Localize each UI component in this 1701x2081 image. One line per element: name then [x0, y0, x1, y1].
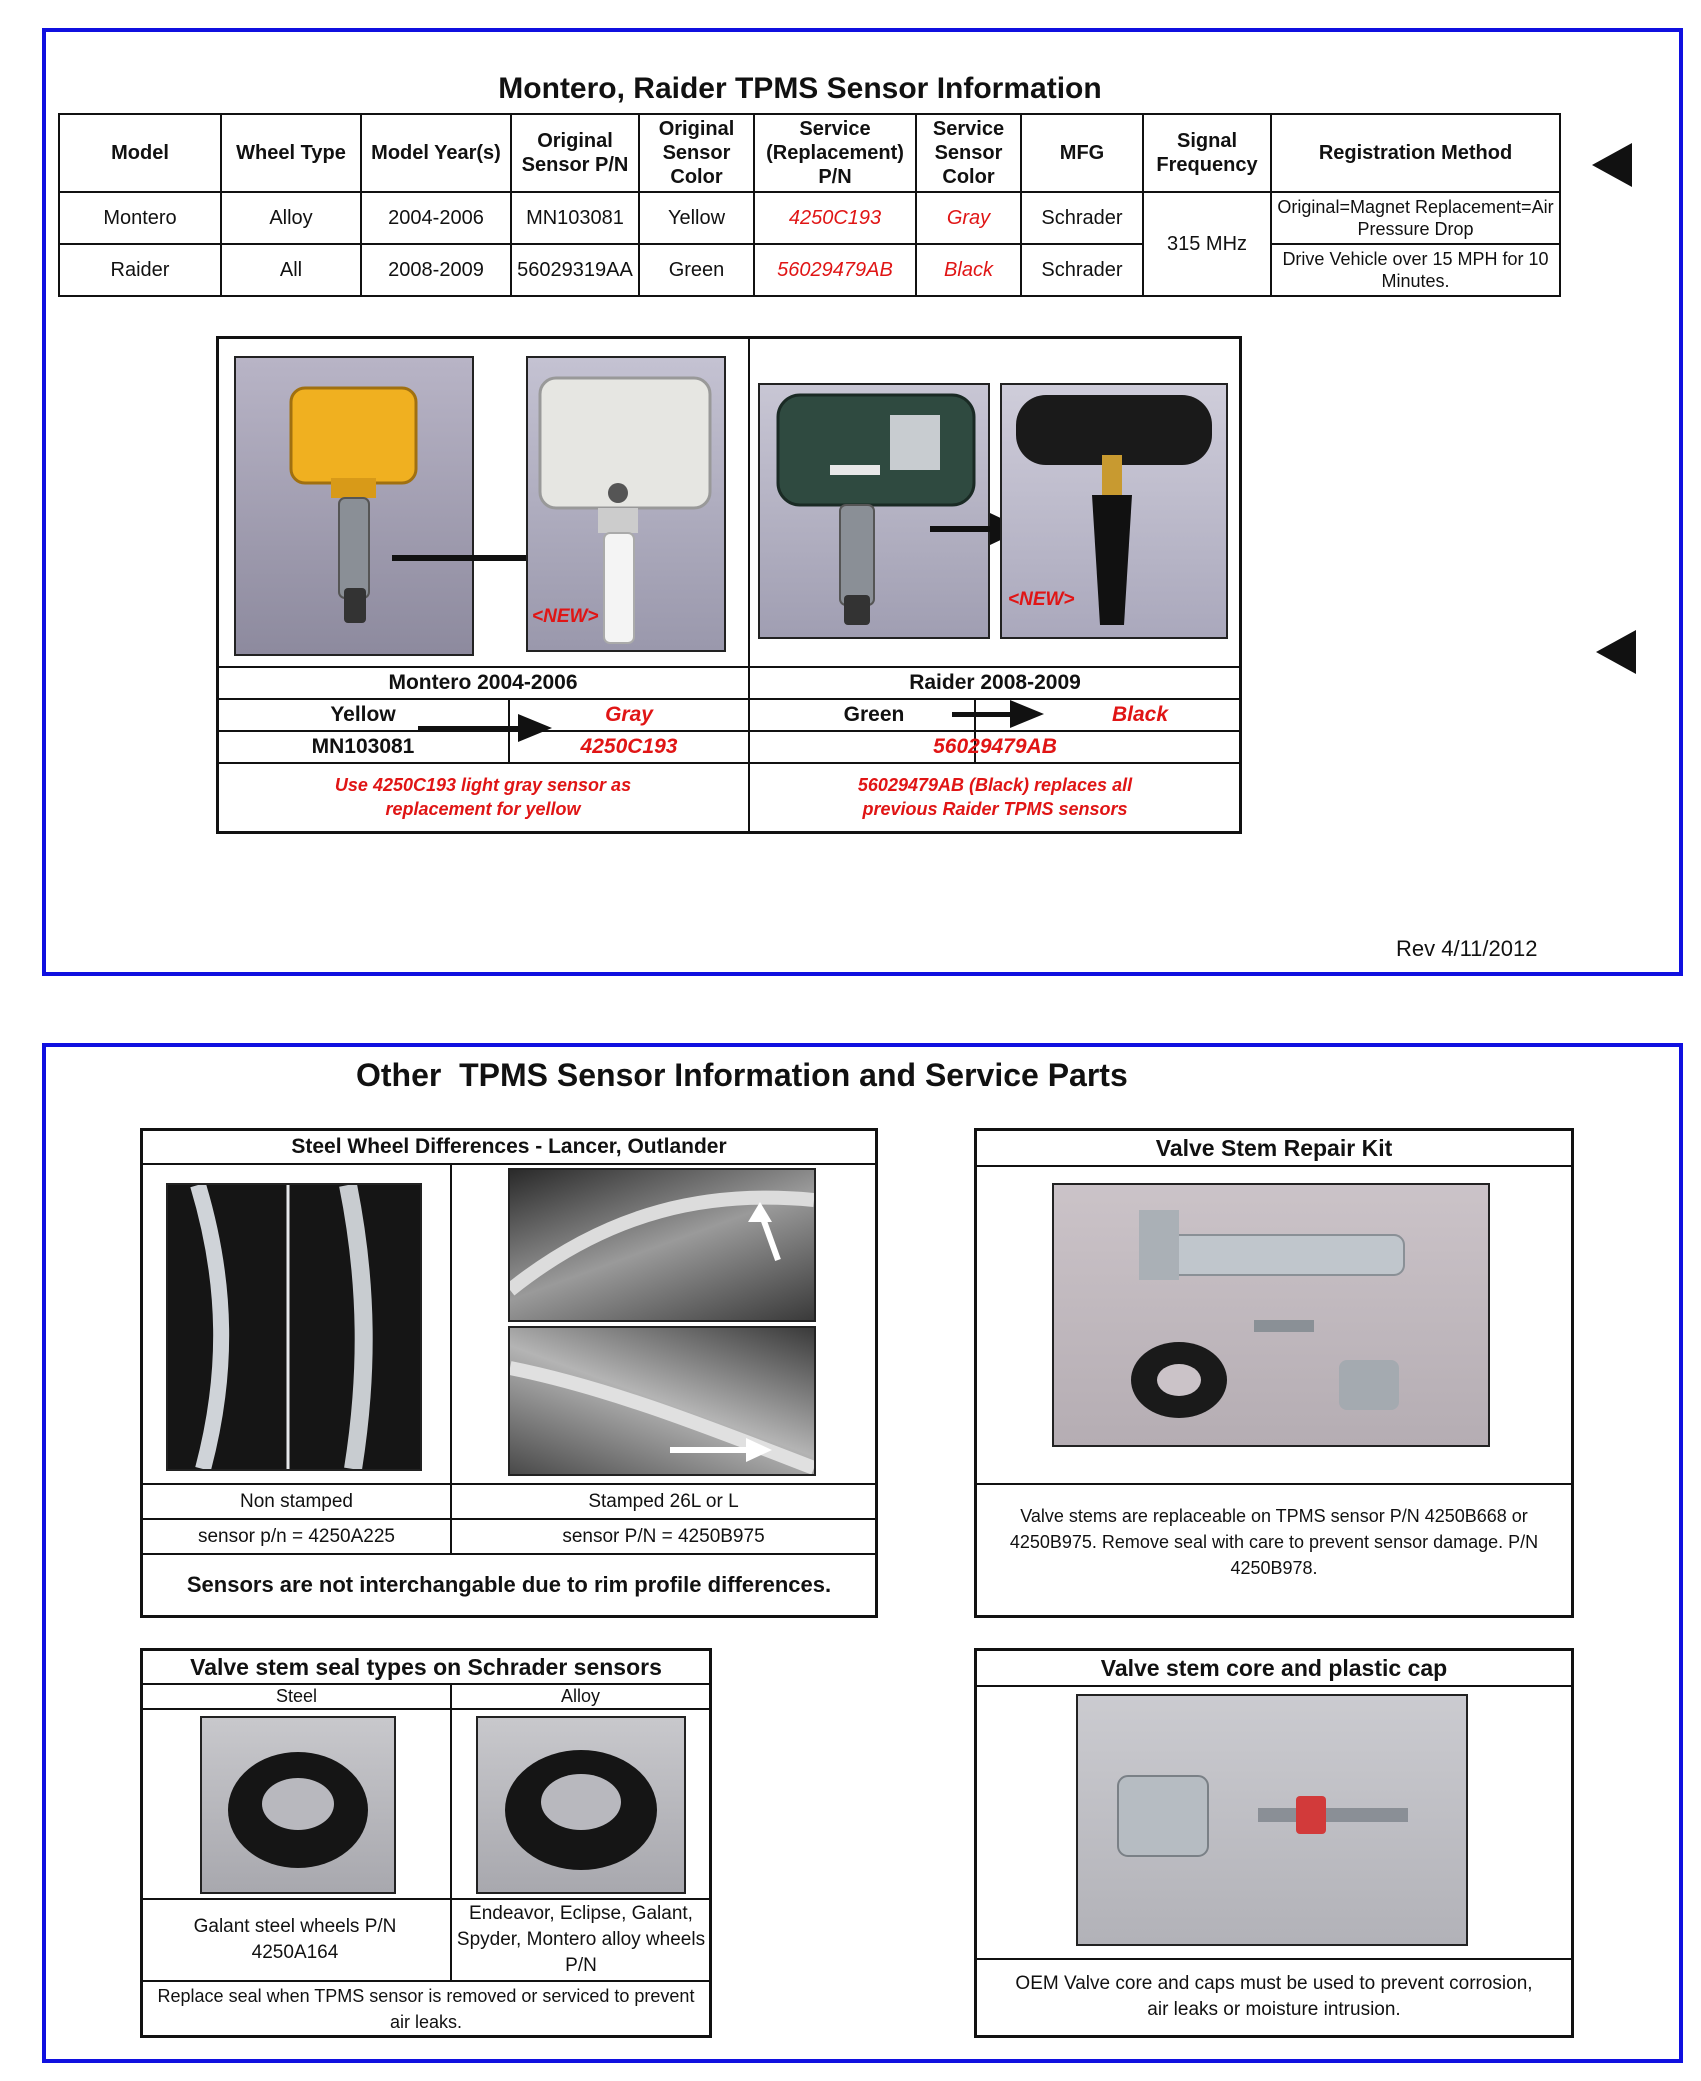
cell-orig-color: Green: [639, 244, 754, 296]
repair-kit-photo: [1052, 1183, 1490, 1447]
header-orig-color: Original Sensor Color: [639, 114, 754, 192]
cell-years: 2004-2006: [361, 192, 511, 244]
pointer-triangle-icon: [1592, 143, 1632, 187]
divider: [977, 1958, 1571, 1960]
raider-to-color: Black: [1111, 703, 1169, 726]
green-sensor-photo: [758, 383, 990, 639]
cell-mfg: Schrader: [1021, 244, 1143, 296]
cell-mfg: Schrader: [1021, 192, 1143, 244]
black-sensor-photo: [1000, 383, 1228, 639]
stamped-label: Stamped 26L or L: [588, 1490, 739, 1512]
arrow-right-icon: [1010, 700, 1044, 728]
divider: [450, 1683, 452, 1980]
header-frequency: Signal Frequency: [1143, 114, 1271, 192]
seal-types-footer: Replace seal when TPMS sensor is removed or serviced to prevent air leaks.: [157, 1986, 695, 2032]
divider: [218, 762, 1240, 764]
core-cap-title: Valve stem core and plastic cap: [1100, 1654, 1448, 1681]
cell-service-color: Black: [916, 244, 1021, 296]
cell-service-pn: 4250C193: [754, 192, 916, 244]
steel-wheel-note: Sensors are not interchangable due to rim profile differences.: [186, 1572, 832, 1597]
new-label: <NEW>: [1008, 589, 1075, 610]
table-row: [59, 244, 1560, 296]
divider: [143, 1163, 875, 1165]
table-row: [59, 192, 1560, 244]
stamped-rim-photo-bottom: [508, 1326, 816, 1476]
header-wheel-type: Wheel Type: [221, 114, 361, 192]
alloy-seal-note: Endeavor, Eclipse, Galant, Spyder, Montero alloy wheels P/N: [456, 1903, 706, 1976]
arrow-line: [952, 712, 1012, 717]
sensor-spec-table: [58, 113, 1561, 297]
header-service-color: Service Sensor Color: [916, 114, 1021, 192]
core-cap-photo: [1076, 1694, 1468, 1946]
cell-service-color: Gray: [916, 192, 1021, 244]
montero-to-color: Gray: [605, 703, 653, 726]
divider: [977, 1685, 1571, 1687]
top-title: Montero, Raider TPMS Sensor Information: [498, 72, 1102, 105]
cell-service-pn: 56029479AB: [754, 244, 916, 296]
alloy-seal-label: Alloy: [560, 1686, 600, 1706]
non-stamped-label: Non stamped: [239, 1490, 353, 1512]
core-cap-note: OEM Valve core and caps must be used to prevent corrosion, air leaks or moisture intrusion.: [1015, 1973, 1533, 2020]
cell-frequency: 315 MHz: [1143, 192, 1271, 296]
montero-from-pn: MN103081: [311, 735, 415, 758]
arrow-line: [418, 726, 520, 731]
cell-orig-pn: MN103081: [511, 192, 639, 244]
cell-orig-color: Yellow: [639, 192, 754, 244]
steel-seal-photo: [200, 1716, 396, 1894]
divider: [143, 1708, 709, 1710]
pointer-triangle-icon: [1596, 630, 1636, 674]
header-model-years: Model Year(s): [361, 114, 511, 192]
steel-seal-label: Steel: [275, 1686, 318, 1706]
raider-to-pn: 56029479AB: [933, 735, 1057, 758]
header-mfg: MFG: [1021, 114, 1143, 192]
raider-heading: Raider 2008-2009: [909, 671, 1081, 694]
montero-to-pn: 4250C193: [580, 735, 678, 758]
non-stamped-rim-photo: [166, 1183, 422, 1471]
stamped-pn: sensor P/N = 4250B975: [562, 1525, 765, 1547]
yellow-sensor-photo: [234, 356, 474, 656]
repair-kit-note: Valve stems are replaceable on TPMS sensor P/N 4250B668 or 4250B975. Remove seal with care to prevent sensor damage. P/N 4250B978.: [1009, 1506, 1539, 1578]
steel-seal-note: Galant steel wheels P/N 4250A164: [193, 1916, 397, 1963]
montero-heading: Montero 2004-2006: [388, 671, 578, 694]
montero-from-color: Yellow: [330, 703, 396, 726]
raider-note: 56029479AB (Black) replaces all previous Raider TPMS sensors: [857, 775, 1133, 819]
cell-registration: Original=Magnet Replacement=Air Pressure Drop: [1271, 192, 1560, 244]
montero-note: Use 4250C193 light gray sensor as replacement for yellow: [334, 775, 632, 819]
bottom-title: Other TPMS Sensor Information and Service Parts: [356, 1057, 1128, 1093]
divider: [977, 1483, 1571, 1485]
header-registration: Registration Method: [1271, 114, 1560, 192]
steel-wheel-title: Steel Wheel Differences - Lancer, Outlander: [291, 1135, 727, 1158]
cell-model: Montero: [59, 192, 221, 244]
cell-orig-pn: 56029319AA: [511, 244, 639, 296]
arrow-right-icon: [518, 714, 552, 742]
header-orig-pn: Original Sensor P/N: [511, 114, 639, 192]
cell-wheel: Alloy: [221, 192, 361, 244]
new-label: <NEW>: [532, 606, 599, 627]
revision-date: Rev 4/11/2012: [1396, 936, 1538, 961]
cell-model: Raider: [59, 244, 221, 296]
cell-wheel: All: [221, 244, 361, 296]
header-service-pn: Service (Replacement) P/N: [754, 114, 916, 192]
seal-types-title: Valve stem seal types on Schrader sensors: [190, 1653, 662, 1680]
non-stamped-pn: sensor p/n = 4250A225: [197, 1525, 395, 1547]
cell-registration: Drive Vehicle over 15 MPH for 10 Minutes.: [1271, 244, 1560, 296]
divider: [977, 1165, 1571, 1167]
repair-kit-title: Valve Stem Repair Kit: [1155, 1134, 1393, 1161]
cell-years: 2008-2009: [361, 244, 511, 296]
gray-sensor-photo: [526, 356, 726, 652]
alloy-seal-photo: [476, 1716, 686, 1894]
stamped-rim-photo-top: [508, 1168, 816, 1322]
raider-from-color: Green: [843, 703, 905, 726]
arrow-line: [930, 526, 992, 532]
header-model: Model: [59, 114, 221, 192]
